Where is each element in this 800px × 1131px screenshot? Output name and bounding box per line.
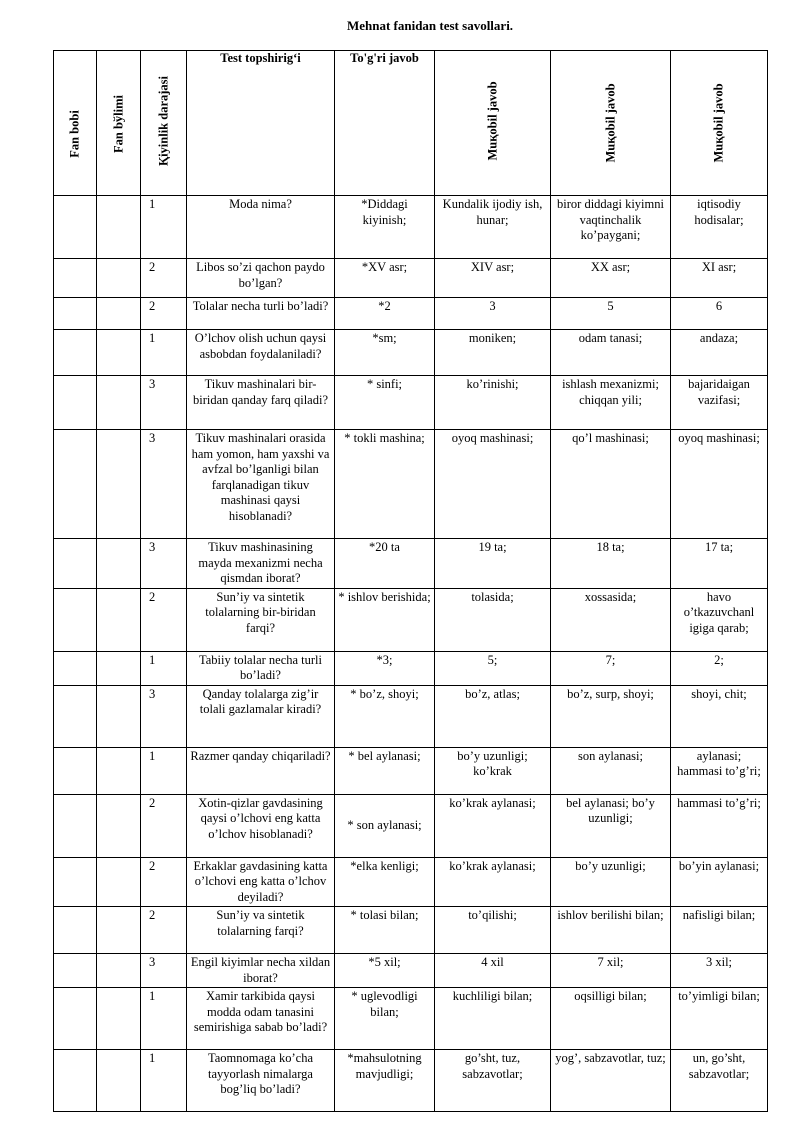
table-row: 2 Erkaklar gavdasining katta o’lchovi eng katta o’lchov deyiladi? *elka kenligi; ko’krak aylanasi; bo’y uzunligi; bo’yin aylanasi; xyxy=(54,857,768,907)
document-title: Mehnat fanidan test savollari. xyxy=(346,18,514,33)
table-row: 3 Tikuv mashinasining mayda mexanizmi necha qismdan iborat? *20 ta 19 ta; 18 ta; 17 ta; xyxy=(54,539,768,589)
table-row: 3 Engil kiyimlar necha xildan iborat? *5 xil; 4 xil 7 xil; 3 xil; xyxy=(54,954,768,988)
header-row xyxy=(54,51,768,196)
table-row: 1 Razmer qanday chiqariladi? * bel aylanasi; bo’y uzunligi; ko’krak son aylanasi; aylanasi; hammasi to’g’ri; xyxy=(54,747,768,794)
table-row: 3 Tikuv mashinalari orasida ham yomon, ham yaxshi va avfzal bo’lganligi bilan farqlanadigan tikuv mashinasi qaysi hisoblanadi? * tokli mashina; oyoq mashinasi; qo’l mashinasi; oyoq mashinasi; xyxy=(54,430,768,539)
table-row: 1 Moda nima? *Diddagi kiyinish; Kundalik ijodiy ish, hunar; biror diddagi kiyimni vaqtinchalik ko’paygani; iqtisodiy hodisalar; xyxy=(54,196,768,259)
header-fan-bobi: Fan bobi xyxy=(54,51,97,196)
header-alt-answer-3: Muқobil javob xyxy=(671,51,768,196)
table-row: 2 Xotin-qizlar gavdasining qaysi o’lchovi eng katta o’lchov hisoblanadi? * son aylanasi; ko’krak aylanasi; bel aylanasi; bo’y uzunligi; hammasi to’g’ri; xyxy=(54,794,768,857)
header-test-task: Test topshirig‘i xyxy=(187,51,335,196)
header-alt-answer-1: Muқobil javob xyxy=(435,51,551,196)
header-difficulty-level: Қiyinlik darajasi xyxy=(141,51,187,196)
test-questions-table xyxy=(53,50,768,1112)
header-alt-answer-2: Muқobil javob xyxy=(551,51,671,196)
table-row: 1 Taomnomaga ko’cha tayyorlash nimalarga bog’liq bo’ladi? *mahsulotning mavjudligi; go’sht, tuz, sabzavotlar; yog’, sabzavotlar, tuz; un, go’sht, sabzavotlar; xyxy=(54,1050,768,1112)
table-row: 1 Tabiiy tolalar necha turli bo’ladi? *3; 5; 7; 2; xyxy=(54,651,768,685)
table-row: 3 Qanday tolalarga zig’ir tolali gazlamalar kiradi? * bo’z, shoyi; bo’z, atlas; bo’z, surp, shoyi; shoyi, chit; xyxy=(54,685,768,747)
table-row: 1 Xamir tarkibida qaysi modda odam tanasini semirishiga sabab bo’ladi? * uglevodligi bilan; kuchliligi bilan; oqsilligi bilan; to’yimligi bilan; xyxy=(54,988,768,1050)
table-row: 2 Tolalar necha turli bo’ladi? *2 3 5 6 xyxy=(54,298,768,330)
table-row: 2 Sun’iy va sintetik tolalarning bir-biridan farqi? * ishlov berishida; tolasida; xossasida; havo o’tkazuvchanl igiga qarab; xyxy=(54,588,768,651)
header-fan-bolimi: Fan bўlimi xyxy=(97,51,141,196)
table-row: 1 O’lchov olish uchun qaysi asbobdan foydalaniladi? *sm; moniken; odam tanasi; andaza; xyxy=(54,330,768,376)
table-row: 2 Libos so’zi qachon paydo bo’lgan? *XV asr; XIV asr; XX asr; XI asr; xyxy=(54,259,768,298)
table-row: 3 Tikuv mashinalari bir-biridan qanday farq qiladi? * sinfi; ko’rinishi; ishlash mexanizmi; chiqqan yili; bajaridaigan vazifasi; xyxy=(54,376,768,430)
header-correct-answer: To'g'ri javob xyxy=(335,51,435,196)
table-row: 2 Sun’iy va sintetik tolalarning farqi? * tolasi bilan; to’qilishi; ishlov berilishi bilan; nafisligi bilan; xyxy=(54,907,768,954)
